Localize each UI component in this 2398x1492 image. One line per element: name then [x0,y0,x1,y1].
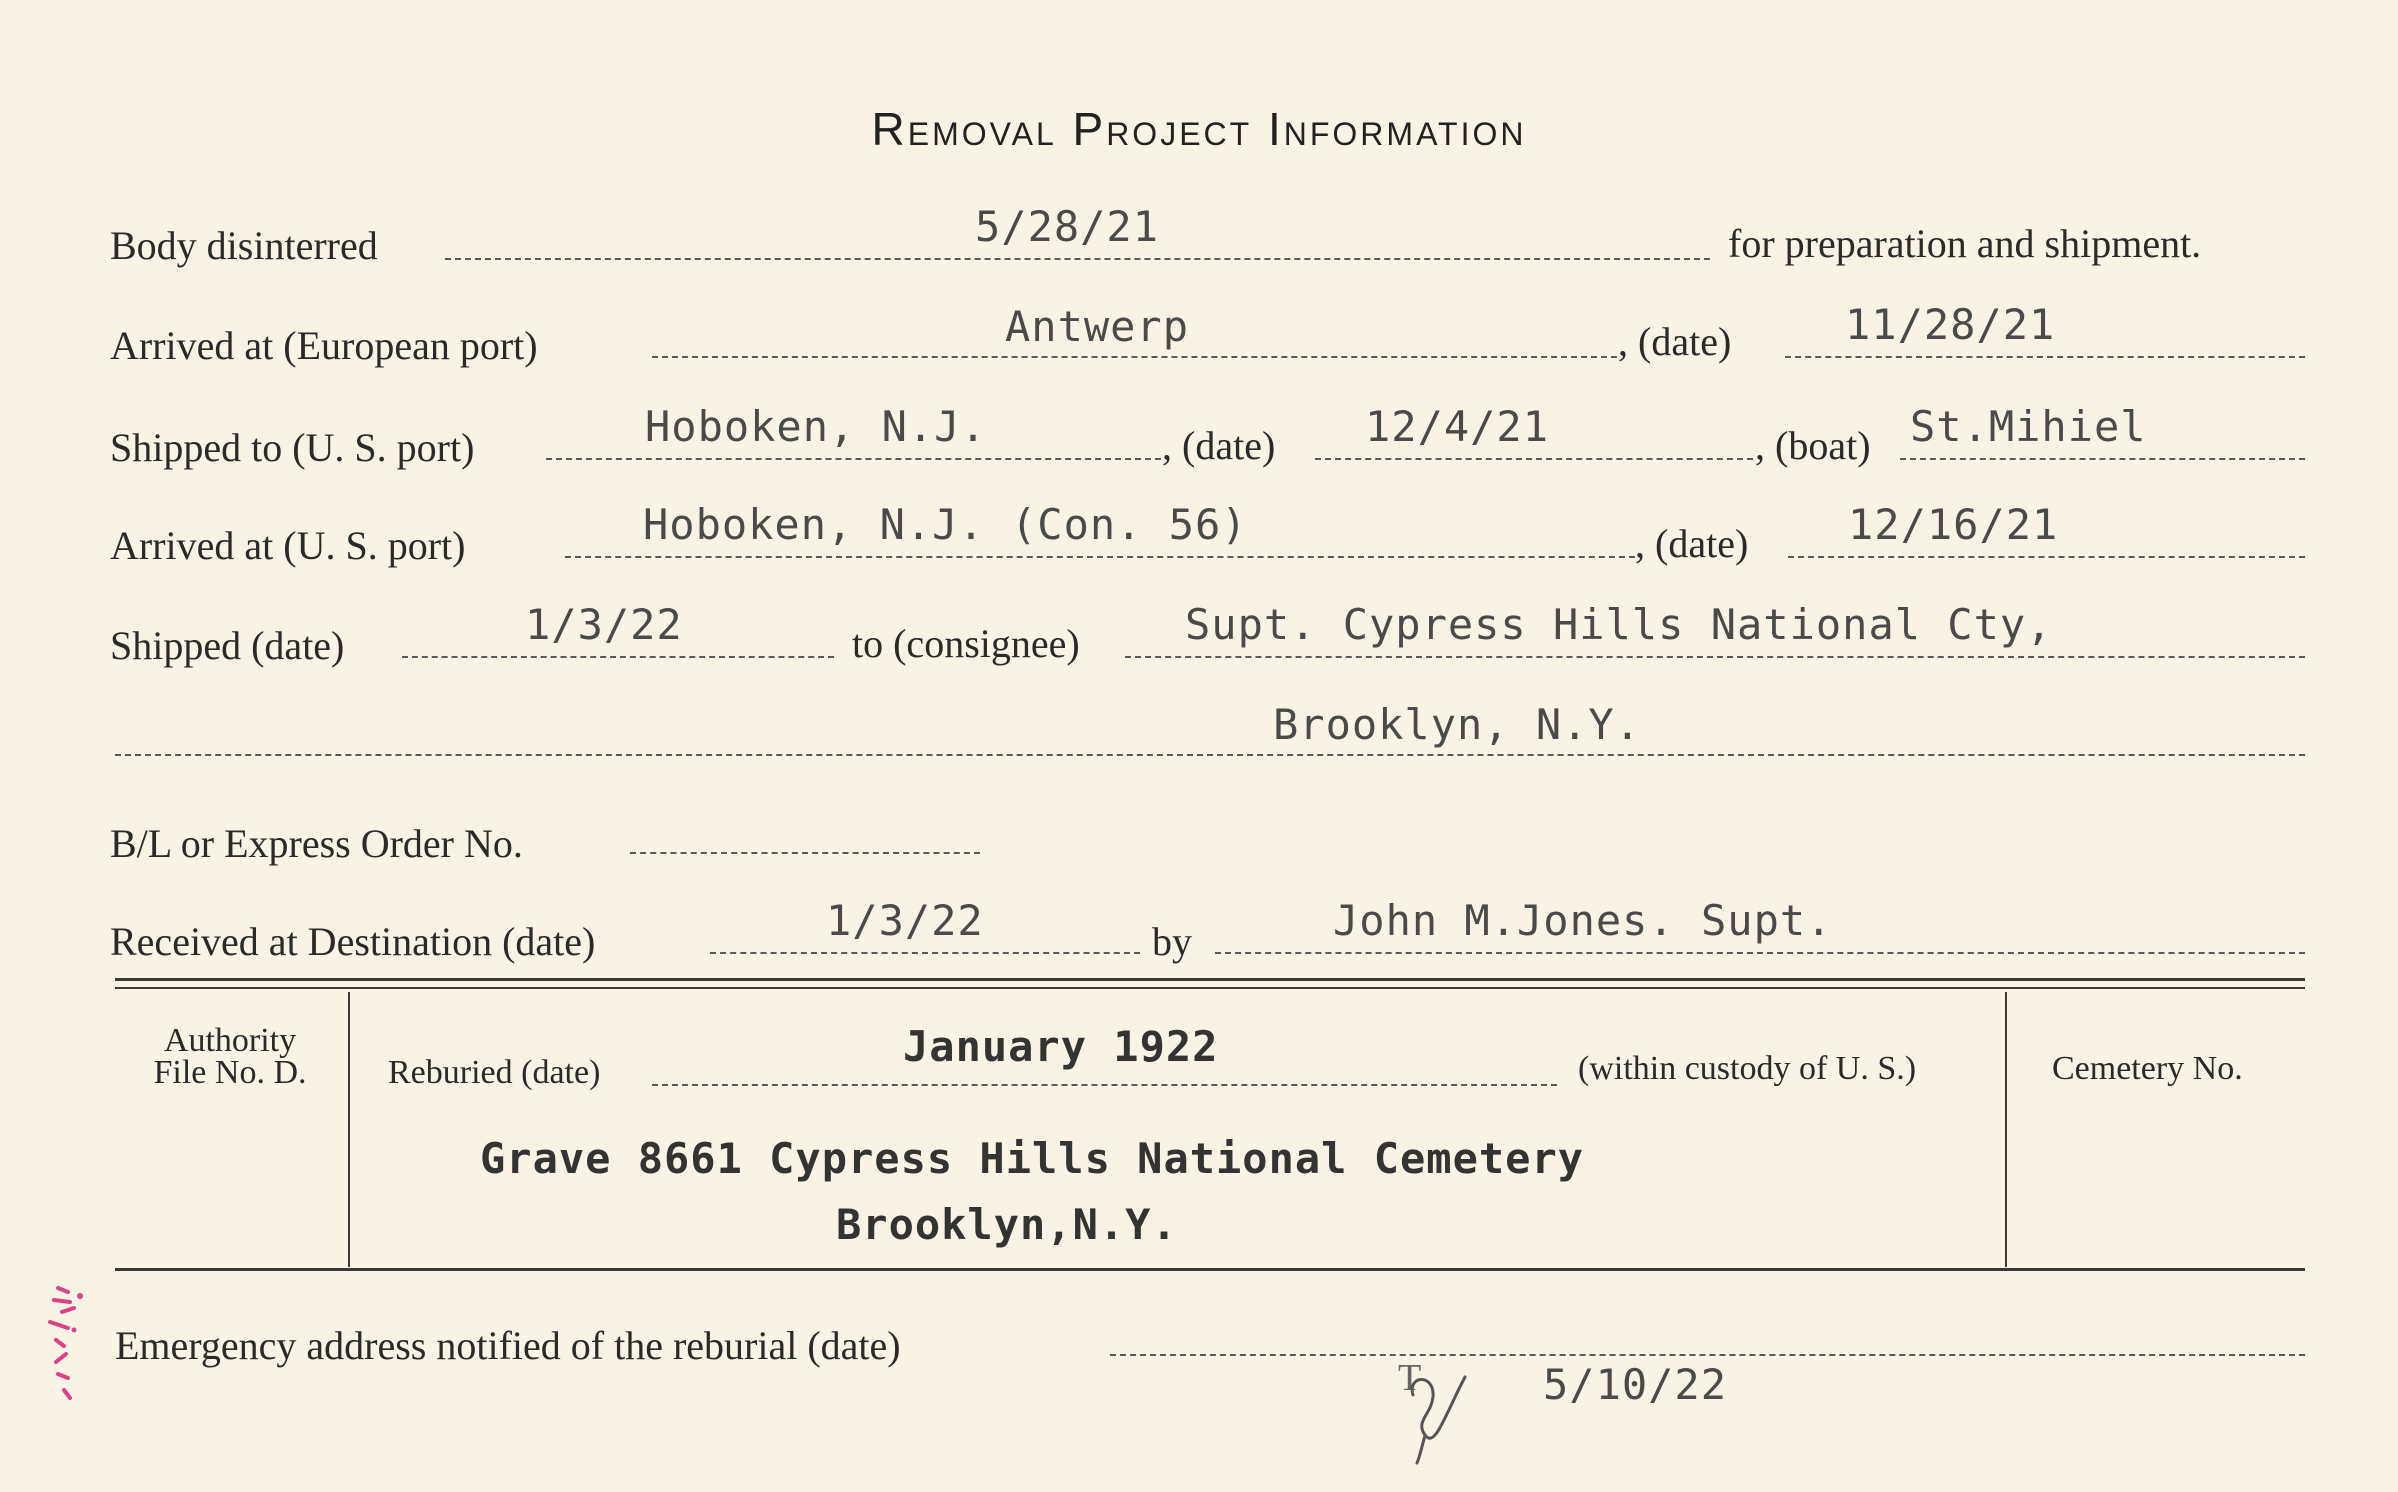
arrived-eu-line [652,356,1617,358]
authority-label: Authority [163,1022,297,1059]
shipped-us-port: Hoboken, N.J. [645,402,987,451]
consignee-continuation-line [115,754,2305,756]
shipped-label: Shipped (date) [110,623,345,668]
arrived-eu-date-label: , (date) [1618,319,1732,364]
emergency-line [1110,1354,2305,1356]
custody-label: (within custody of U. S.) [1578,1050,1917,1087]
arrived-eu-port: Antwerp [1005,302,1190,351]
shipped-us-date-label: , (date) [1162,423,1276,468]
emergency-initials: T [1398,1357,1422,1399]
consignee-line [1125,656,2305,658]
pink-stamp-mark [40,1270,110,1410]
shipped-us-boat-label: , (boat) [1755,423,1871,468]
shipped-us-boat: St.Mihiel [1910,402,2147,451]
received-line [710,952,1140,954]
disinterred-line [445,258,1710,260]
received-by-line [1215,952,2305,954]
box-divider-right [2005,992,2007,1267]
arrived-us-port: Hoboken, N.J. (Con. 56) [643,500,1248,549]
arrived-eu-label: Arrived at (European port) [110,323,538,368]
received-by: John M.Jones. Supt. [1333,896,1833,945]
shipped-date: 1/3/22 [525,600,683,649]
handwritten-initial [1395,1355,1485,1470]
arrived-us-label: Arrived at (U. S. port) [110,523,466,568]
reburied-value: January 1922 [903,1022,1219,1071]
disinterred-label: Body disinterred [110,223,378,268]
received-by-label: by [1152,919,1192,964]
box-bottom-rule [115,1268,2305,1271]
arrived-us-date-line [1788,556,2305,558]
emergency-date: 5/10/22 [1543,1360,1728,1409]
emergency-label: Emergency address notified of the reburial (date) [115,1323,901,1368]
arrived-eu-date: 11/28/21 [1845,300,2056,349]
arrived-us-line [565,556,1635,558]
shipped-line [402,656,834,658]
arrived-eu-date-line [1785,356,2305,358]
disinterred-suffix: for preparation and shipment. [1728,221,2202,266]
box-top-rule [115,978,2305,981]
shipped-us-boat-line [1900,458,2305,460]
consignee-label: to (consignee) [852,621,1080,666]
disinterred-value: 5/28/21 [975,202,1160,251]
shipped-us-date-line [1315,458,1753,460]
authority-file-label: File No. D. [153,1054,307,1091]
cemetery-no-label: Cemetery No. [2052,1050,2243,1087]
shipped-us-line [546,458,1161,460]
grave-line1: Grave 8661 Cypress Hills National Cemetery [480,1134,1585,1183]
reburied-line [652,1084,1557,1086]
shipped-us-date: 12/4/21 [1365,402,1550,451]
consignee-line1: Supt. Cypress Hills National Cty, [1185,600,2053,649]
received-label: Received at Destination (date) [110,919,596,964]
arrived-us-date-label: , (date) [1635,521,1749,566]
bl-line [630,852,980,854]
reburied-label: Reburied (date) [388,1054,601,1091]
box-top-rule-2 [115,987,2305,989]
grave-line2: Brooklyn,N.Y. [836,1200,1178,1249]
bl-label: B/L or Express Order No. [110,821,523,866]
card-title: Removal Project Information [871,103,1527,155]
box-divider-left [348,992,350,1267]
consignee-line2: Brooklyn, N.Y. [1273,700,1642,749]
received-date: 1/3/22 [826,896,984,945]
arrived-us-date: 12/16/21 [1848,500,2059,549]
shipped-us-label: Shipped to (U. S. port) [110,425,475,470]
